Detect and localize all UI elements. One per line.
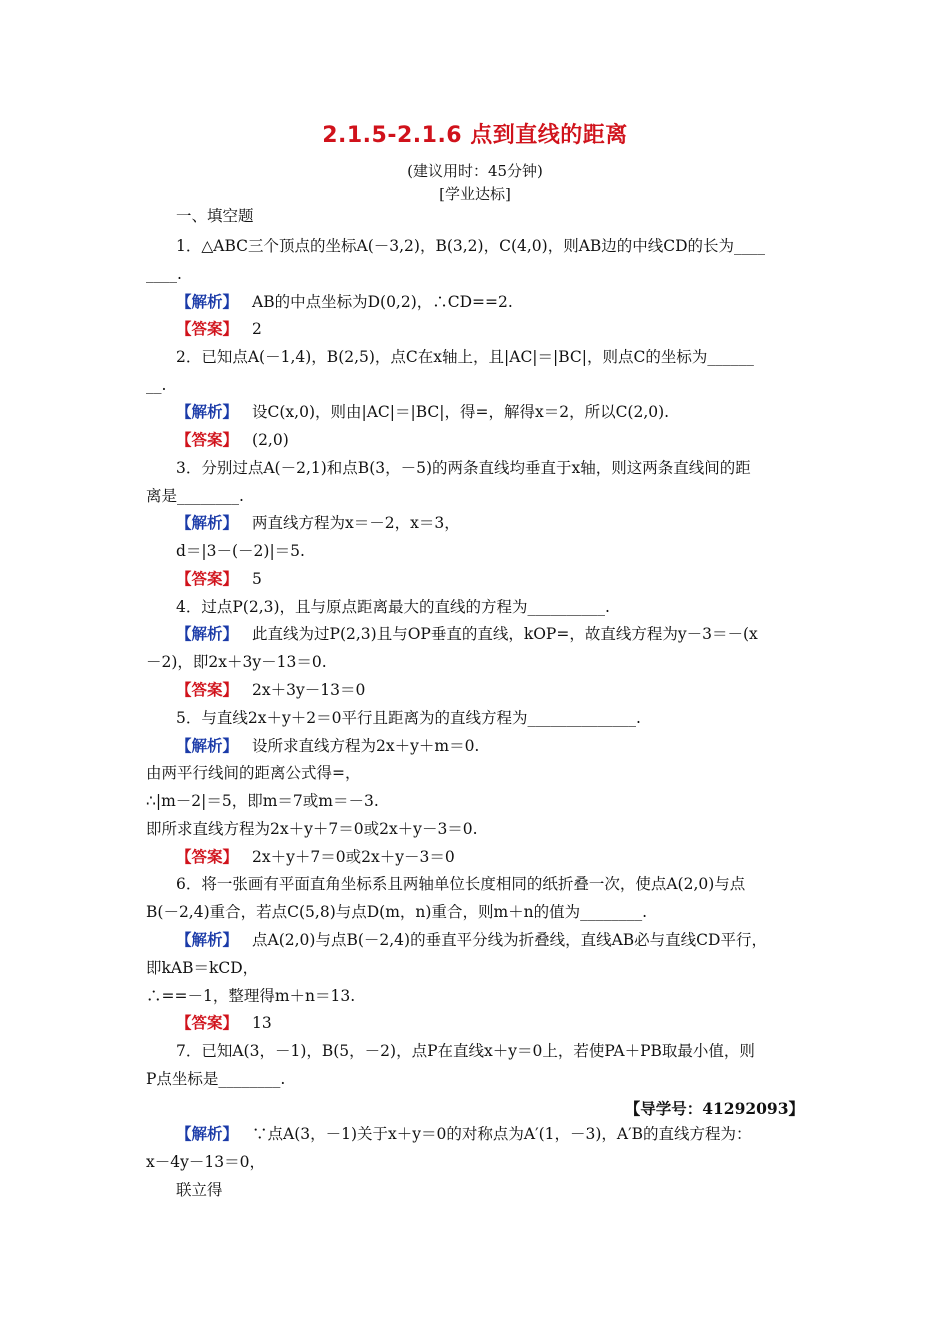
question-2-answer	[176, 430, 821, 450]
question-4-line-1: 4．过点P(2,3)，且与原点距离最大的直线的方程为__________.	[176, 598, 610, 616]
question-2-line-2: __.	[146, 376, 167, 394]
analysis-text: 设所求直线方程为2x＋y＋m＝0.	[252, 737, 480, 755]
guide-number: 【导学号：41292093】	[624, 1099, 804, 1118]
answer-text: 5	[252, 570, 262, 588]
question-3-analysis-line-2: d＝|3－(－2)|＝5.	[176, 542, 305, 560]
answer-text: (2,0)	[252, 431, 289, 449]
question-7-analysis-line-2: x－4y－13＝0，	[146, 1153, 265, 1171]
question-4-answer	[176, 680, 821, 700]
question-4-analysis	[176, 624, 821, 644]
question-6-line-1: 6．将一张画有平面直角坐标系且两轴单位长度相同的纸折叠一次，使点A(2,0)与点	[176, 875, 746, 893]
question-6-analysis-line-2: 即kAB＝kCD，	[146, 959, 259, 977]
answer-tag: 【答案】	[176, 847, 239, 866]
question-2-line-1: 2．已知点A(－1,4)，B(2,5)，点C在x轴上，且|AC|＝|BC|，则点C的坐标为______	[176, 348, 754, 366]
question-3-analysis	[176, 513, 821, 533]
analysis-tag: 【解析】	[176, 736, 239, 755]
question-5-analysis	[176, 736, 821, 756]
question-6-line-2: B(－2,4)重合，若点C(5,8)与点D(m，n)重合，则m＋n的值为________.	[146, 903, 648, 921]
page-title: 2.1.5-2.1.6 点到直线的距离	[322, 123, 628, 148]
analysis-tag: 【解析】	[176, 1124, 239, 1143]
question-1-analysis	[176, 292, 821, 312]
analysis-text: ∵点A(3，－1)关于x＋y＝0的对称点为A′(1，－3)，A′B的直线方程为：	[252, 1125, 752, 1143]
question-7-analysis	[176, 1124, 821, 1144]
question-2-analysis	[176, 402, 821, 422]
question-6-answer	[176, 1013, 821, 1033]
question-1-line-1: 1．△ABC三个顶点的坐标A(－3,2)，B(3,2)，C(4,0)，则AB边的中线CD的长为____	[176, 237, 766, 255]
answer-text: 2x＋y＋7＝0或2x＋y－3＝0	[252, 848, 455, 866]
question-1-answer	[176, 319, 821, 339]
answer-text: 13	[252, 1014, 272, 1032]
analysis-tag: 【解析】	[176, 292, 239, 311]
answer-tag: 【答案】	[176, 680, 239, 699]
question-5-line-1: 5．与直线2x＋y＋2＝0平行且距离为的直线方程为______________.	[176, 709, 641, 727]
analysis-text: 设C(x,0)，则由|AC|＝|BC|，得=，解得x＝2，所以C(2,0).	[252, 403, 670, 421]
question-3-line-2: 离是________.	[146, 487, 244, 505]
question-5-answer	[176, 847, 821, 867]
analysis-tag: 【解析】	[176, 402, 239, 421]
question-7-analysis-line-3: 联立得	[176, 1181, 223, 1199]
section-tag: [学业达标]	[439, 185, 511, 203]
question-5-analysis-line-4: 即所求直线方程为2x＋y＋7＝0或2x＋y－3＝0.	[146, 820, 478, 838]
answer-tag: 【答案】	[176, 430, 239, 449]
question-1-line-2: ____.	[146, 265, 182, 283]
analysis-tag: 【解析】	[176, 513, 239, 532]
analysis-text: AB的中点坐标为D(0,2)，∴CD==2.	[252, 293, 513, 311]
question-4-analysis-line-2: －2)，即2x＋3y－13＝0.	[146, 653, 327, 671]
time-note: (建议用时：45分钟)	[407, 162, 543, 180]
analysis-tag: 【解析】	[176, 930, 239, 949]
answer-tag: 【答案】	[176, 1013, 239, 1032]
answer-tag: 【答案】	[176, 319, 239, 338]
question-6-analysis-line-3: ∴==－1，整理得m＋n＝13.	[146, 987, 356, 1005]
question-7-line-1: 7．已知A(3，－1)，B(5，－2)，点P在直线x＋y＝0上，若使PA＋PB取最小值，则	[176, 1042, 755, 1060]
answer-text: 2	[252, 320, 262, 338]
analysis-tag: 【解析】	[176, 624, 239, 643]
analysis-text: 此直线为过P(2,3)且与OP垂直的直线，kOP=，故直线方程为y－3＝－(x	[252, 625, 758, 643]
question-3-answer	[176, 569, 821, 589]
section-heading: 一、填空题	[176, 207, 254, 225]
analysis-text: 两直线方程为x＝－2，x＝3，	[252, 514, 460, 532]
question-5-analysis-line-3: ∴|m－2|＝5，即m＝7或m＝－3.	[146, 792, 379, 810]
question-5-analysis-line-2: 由两平行线间的距离公式得=，	[146, 764, 361, 782]
analysis-text: 点A(2,0)与点B(－2,4)的垂直平分线为折叠线，直线AB必与直线CD平行，	[252, 931, 767, 949]
question-3-line-1: 3．分别过点A(－2,1)和点B(3，－5)的两条直线均垂直于x轴，则这两条直线间的距	[176, 459, 751, 477]
answer-tag: 【答案】	[176, 569, 239, 588]
question-6-analysis	[176, 930, 821, 950]
answer-text: 2x＋3y－13＝0	[252, 681, 366, 699]
question-7-line-2: P点坐标是________.	[146, 1070, 286, 1088]
